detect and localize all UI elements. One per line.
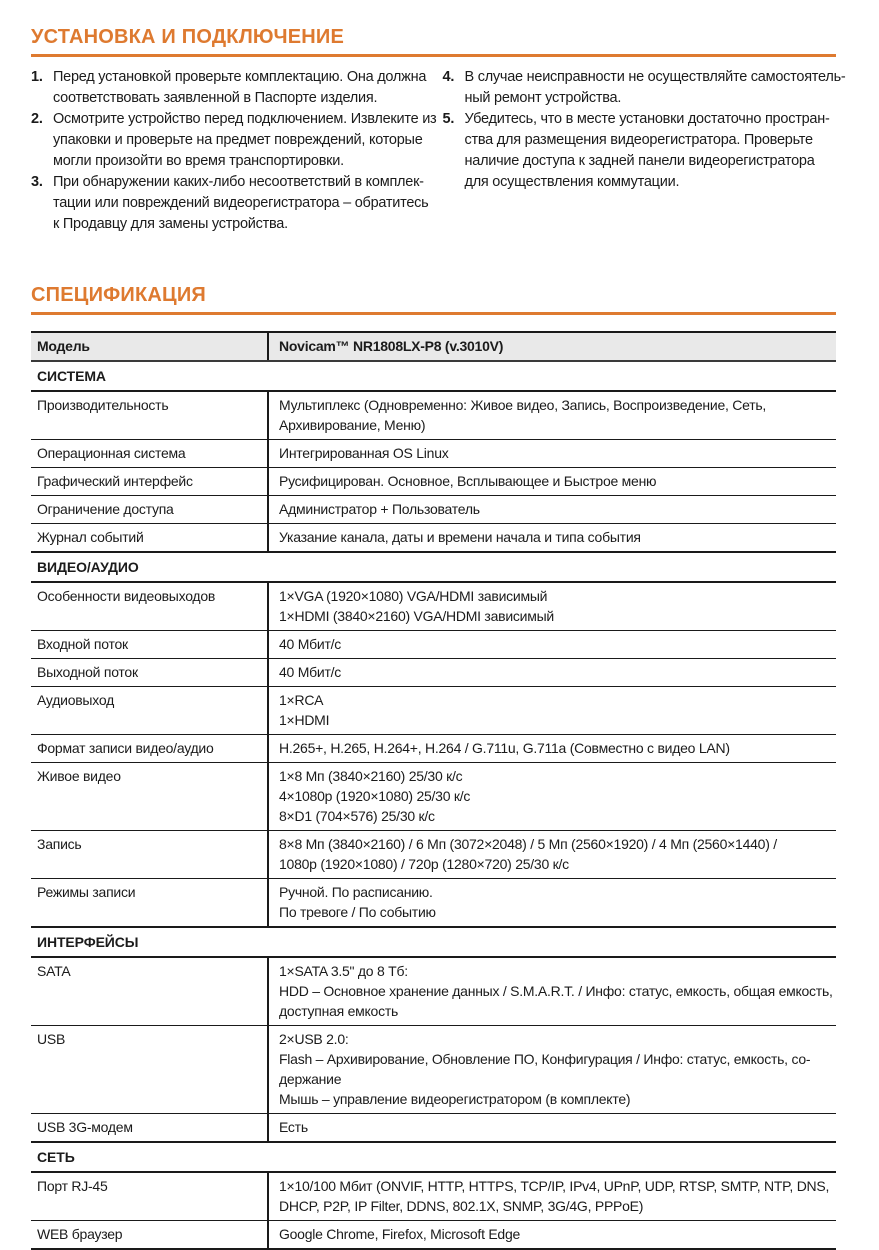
spec-value-line: 8×8 Мп (3840×2160) / 6 Мп (3072×2048) / 5 Мп (2560×1920) / 4 Мп (2560×1440) / (279, 836, 777, 852)
spec-row (31, 631, 836, 659)
spec-value-line: Указание канала, даты и времени начала и типа события (279, 529, 641, 545)
item-text (53, 109, 436, 172)
spec-row (31, 659, 836, 687)
spec-row (31, 735, 836, 763)
spec-value-line: Мышь – управление видеорегистратором (в комплекте) (279, 1091, 631, 1107)
spec-value-line: Ручной. По расписанию. (279, 884, 433, 900)
installation-section (31, 26, 846, 235)
item-number: 4. (442, 69, 455, 85)
spec-value-line: Администратор + Пользователь (279, 501, 480, 517)
spec-row-value (268, 659, 836, 687)
spec-value-line: 2×USB 2.0: (279, 1031, 349, 1047)
item-text-line: для осуществления коммутации. (464, 174, 680, 190)
specification-section (31, 285, 836, 1250)
spec-value-line: Flash – Архивирование, Обновление ПО, Конфигурация / Инфо: статус, емкость, со- (279, 1051, 811, 1067)
spec-value-line: доступная емкость (279, 1003, 399, 1019)
spec-model-row (31, 332, 836, 361)
spec-value-line: Архивирование, Меню) (279, 417, 426, 433)
installation-column-2 (442, 67, 846, 235)
installation-columns (31, 67, 846, 235)
spec-row-label: Особенности видеовыходов (31, 582, 268, 631)
spec-value-line: 1080p (1920×1080) / 720p (1280×720) 25/30 к/с (279, 856, 569, 872)
spec-value-line: Google Chrome, Firefox, Microsoft Edge (279, 1226, 521, 1242)
item-text-line: ства для размещения видеорегистратора. Проверьте (464, 132, 813, 148)
spec-row (31, 1221, 836, 1250)
installation-item (31, 109, 437, 172)
spec-row (31, 1172, 836, 1221)
spec-value-line: Есть (279, 1119, 308, 1135)
spec-value-line: Мультиплекс (Одновременно: Живое видео, Запись, Воспроизведение, Сеть, (279, 397, 767, 413)
spec-row (31, 763, 836, 831)
spec-row (31, 468, 836, 496)
spec-row-value (268, 1172, 836, 1221)
spec-row-value (268, 1221, 836, 1250)
spec-row-value (268, 957, 836, 1026)
spec-value-line: DHCP, P2P, IP Filter, DDNS, 802.1X, SNMP, 3G/4G, PPPoE) (279, 1198, 644, 1214)
item-number: 2. (31, 111, 43, 127)
spec-section-label: ВИДЕО/АУДИО (31, 552, 836, 582)
spec-row (31, 496, 836, 524)
installation-item (443, 109, 837, 193)
spec-row-value (268, 687, 836, 735)
item-text (465, 109, 830, 193)
spec-row-value (268, 631, 836, 659)
spec-row-label: Входной поток (31, 631, 268, 659)
spec-section-row (31, 1142, 836, 1172)
spec-section-label: СЕТЬ (31, 1142, 836, 1172)
spec-table (31, 331, 836, 1250)
spec-row-label: Графический интерфейс (31, 468, 268, 496)
item-text (465, 67, 846, 109)
spec-row-label: Аудиовыход (31, 687, 268, 735)
spec-row-label: Порт RJ-45 (31, 1172, 268, 1221)
spec-section-label: ИНТЕРФЕЙСЫ (31, 927, 836, 957)
spec-section-row (31, 361, 836, 391)
spec-row-value (268, 879, 836, 928)
spec-row-label: Запись (31, 831, 268, 879)
spec-section-label: СИСТЕМА (31, 361, 836, 391)
installation-column-1 (31, 67, 437, 235)
installation-title: УСТАНОВКА И ПОДКЛЮЧЕНИЕ (31, 26, 345, 48)
item-text (53, 172, 428, 235)
item-text-line: упаковки и проверьте на предмет повреждений, которые (53, 132, 423, 148)
spec-row-label: Журнал событий (31, 524, 268, 553)
item-number: 1. (31, 69, 43, 85)
installation-item (442, 67, 846, 109)
spec-row-value (268, 1114, 836, 1143)
item-text-line: тации или повреждений видеорегистратора – обратитесь (53, 195, 429, 211)
item-text-line: могли произойти во время транспортировки. (53, 153, 344, 169)
item-text-line: Осмотрите устройство перед подключением. Извлеките из (53, 111, 437, 127)
spec-value-line: держание (279, 1071, 342, 1087)
spec-row (31, 524, 836, 553)
spec-value-line: 1×RCA (279, 692, 324, 708)
item-text-line: ный ремонт устройства. (464, 90, 622, 106)
spec-row-value (268, 440, 836, 468)
spec-row-label: Режимы записи (31, 879, 268, 928)
item-text-line: Убедитесь, что в месте установки достаточно простран- (464, 111, 830, 127)
spec-row-value (268, 496, 836, 524)
item-text-line: к Продавцу для замены устройства. (53, 216, 288, 232)
specification-title: СПЕЦИФИКАЦИЯ (31, 284, 206, 306)
spec-row-value (268, 391, 836, 440)
spec-row (31, 391, 836, 440)
installation-title-rule (31, 54, 836, 57)
spec-row-label: WEB браузер (31, 1221, 268, 1250)
spec-row-value (268, 582, 836, 631)
spec-row-label: USB 3G-модем (31, 1114, 268, 1143)
item-text-line: В случае неисправности не осуществляйте самостоятель- (464, 69, 846, 85)
spec-row-label: Операционная система (31, 440, 268, 468)
spec-row-value (268, 524, 836, 553)
item-text-line: При обнаружении каких-либо несоответствий в комплек- (53, 174, 424, 190)
spec-row-value (268, 735, 836, 763)
specification-title-rule (31, 312, 836, 315)
spec-row-value (268, 1026, 836, 1114)
spec-value-line: 8×D1 (704×576) 25/30 к/с (279, 808, 435, 824)
spec-value-line: 1×VGA (1920×1080) VGA/HDMI зависимый (279, 588, 548, 604)
item-text-line: соответствовать заявленной в Паспорте изделия. (53, 90, 378, 106)
item-number: 3. (31, 174, 43, 190)
spec-row (31, 879, 836, 928)
spec-row (31, 1026, 836, 1114)
spec-value-line: 1×HDMI (3840×2160) VGA/HDMI зависимый (279, 608, 554, 624)
installation-item (31, 67, 425, 109)
spec-row-value (268, 831, 836, 879)
item-text (53, 67, 426, 109)
spec-value-line: H.265+, H.265, H.264+, H.264 / G.711u, G.711a (Совместно с видео LAN) (279, 740, 730, 756)
spec-row-label: Живое видео (31, 763, 268, 831)
spec-row (31, 831, 836, 879)
spec-row (31, 687, 836, 735)
spec-value-line: Русифицирован. Основное, Всплывающее и Быстрое меню (279, 473, 657, 489)
item-text-line: Перед установкой проверьте комплектацию. Она должна (53, 69, 427, 85)
spec-row-label: Модель (31, 332, 268, 361)
spec-row-value (268, 468, 836, 496)
spec-value-line: 1×SATA 3.5" до 8 Тб: (279, 963, 408, 979)
spec-row-value (268, 763, 836, 831)
spec-row-label: Производительность (31, 391, 268, 440)
spec-row-label: Ограничение доступа (31, 496, 268, 524)
spec-row (31, 957, 836, 1026)
spec-value-line: HDD – Основное хранение данных / S.M.A.R.T. / Инфо: статус, емкость, общая емкость, (279, 983, 833, 999)
spec-value-line: 1×HDMI (279, 712, 330, 728)
spec-value-line: 40 Мбит/с (279, 636, 342, 652)
spec-value-line: 40 Мбит/с (279, 664, 342, 680)
spec-row-value (268, 332, 836, 361)
spec-row (31, 440, 836, 468)
spec-value-line: По тревоге / По событию (279, 904, 436, 920)
spec-row (31, 1114, 836, 1143)
spec-row (31, 582, 836, 631)
spec-section-row (31, 552, 836, 582)
spec-value-line: 4×1080p (1920×1080) 25/30 к/с (279, 788, 471, 804)
spec-section-row (31, 927, 836, 957)
spec-value-line: Интегрированная OS Linux (279, 445, 449, 461)
spec-value-line: 1×10/100 Мбит (ONVIF, HTTP, HTTPS, TCP/IP, IPv4, UPnP, UDP, RTSP, SMTP, NTP, DNS, (279, 1178, 830, 1194)
installation-item (31, 172, 429, 235)
spec-row-label: Формат записи видео/аудио (31, 735, 268, 763)
spec-row-label: Выходной поток (31, 659, 268, 687)
spec-row-label: USB (31, 1026, 268, 1114)
item-number: 5. (442, 111, 455, 127)
spec-value-line: Novicam™ NR1808LX-P8 (v.3010V) (279, 338, 504, 354)
item-text-line: наличие доступа к задней панели видеорегистратора (464, 153, 815, 169)
spec-row-label: SATA (31, 957, 268, 1026)
spec-value-line: 1×8 Мп (3840×2160) 25/30 к/с (279, 768, 463, 784)
